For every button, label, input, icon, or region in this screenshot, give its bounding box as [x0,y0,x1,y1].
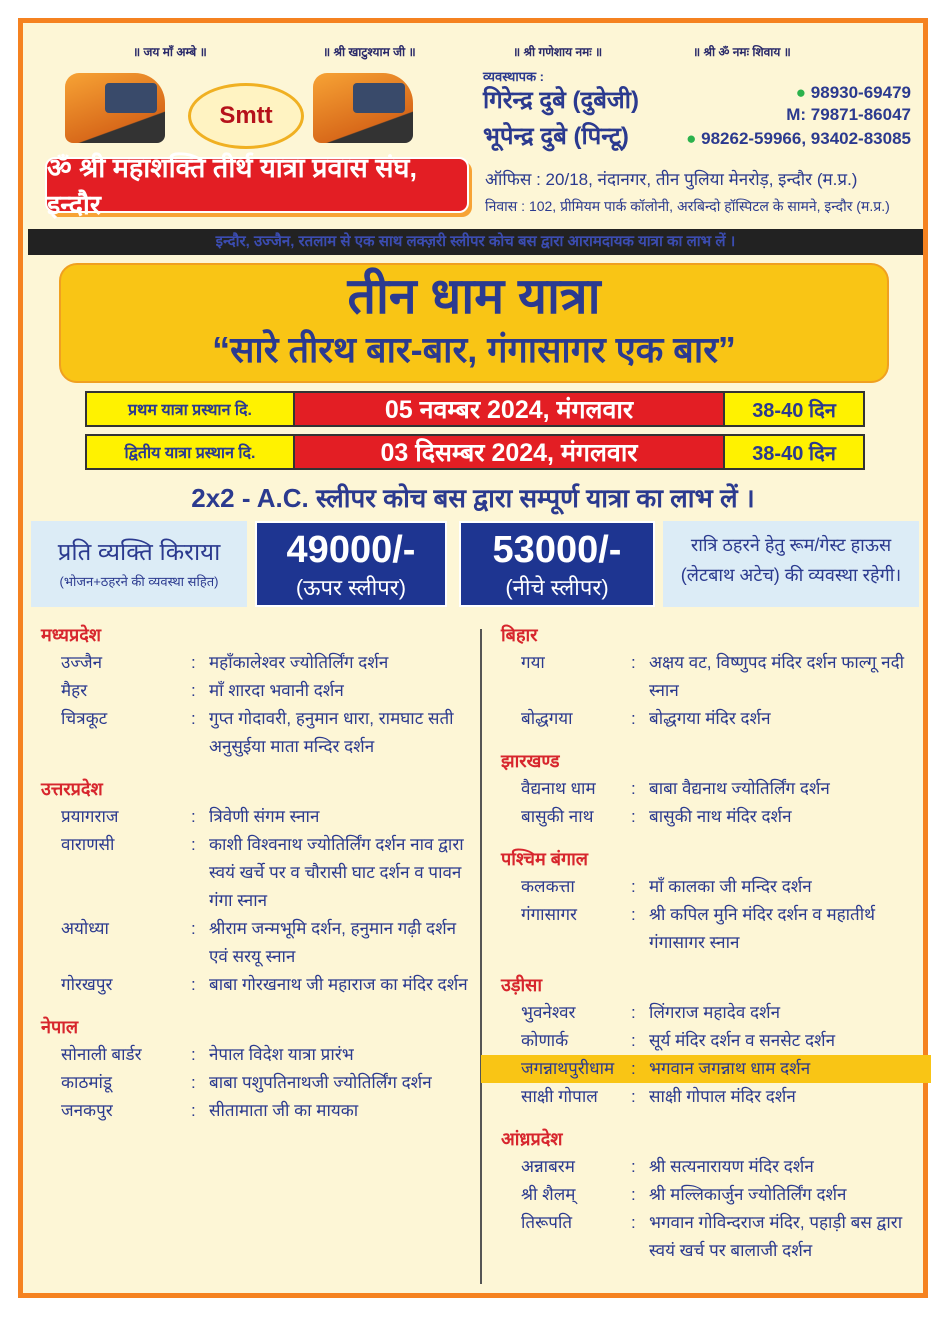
itinerary-row [41,649,473,677]
itinerary-row [41,1041,473,1069]
stay-note-line: रात्रि ठहरने हेतु रूम/गेस्ट हाऊस [690,535,892,555]
attraction: श्री कपिल मुनि मंदिर दर्शन व महातीर्थ गंगासागर स्नान [649,905,875,952]
place: बासुकी नाथ [521,807,594,826]
place: प्रयागराज [61,807,119,826]
duration: 38-40 दिन [723,393,863,425]
attraction: त्रिवेणी संगम स्नान [209,807,320,826]
title-banner [59,263,889,383]
state-heading: उड़ीसा [501,975,542,995]
fare-label: प्रति व्यक्ति किराया [57,539,221,566]
state-heading: बिहार [501,625,538,645]
manager-label: व्यवस्थापक : [483,69,544,84]
state-heading: उत्तरप्रदेश [41,779,103,799]
place: उज्जैन [61,653,103,672]
attraction: गुप्त गोदावरी, हनुमान धारा, रामघाट सती अनुसुईया माता मन्दिर दर्शन [209,709,454,756]
place: अयोध्या [61,919,109,938]
phone: 98930-69479 [810,83,911,102]
attraction: भगवान गोविन्दराज मंदिर, पहाड़ी बस द्वारा स्वयं खर्च पर बालाजी दर्शन [649,1213,903,1260]
manager-name: भूपेन्द्र दुबे (पिन्टू) [483,123,629,150]
colon: : [191,709,196,728]
colon: : [631,1031,636,1050]
upper-sleeper-fare [255,521,447,607]
attraction: भगवान जगन्नाथ धाम दर्शन [649,1059,811,1078]
attraction: सूर्य मंदिर दर्शन व सनसेट दर्शन [649,1031,835,1050]
fare-sub: (भोजन+ठहरने की व्यवस्था सहित) [59,574,219,589]
departure-date: 05 नवम्बर 2024, मंगलवार [295,393,723,425]
invocation: ॥ श्री खाटुश्याम जी ॥ [323,45,416,59]
tagline-strip: इन्दौर, उज्जैन, रतलाम से एक साथ लक्ज़री स्लीपर कोच बस द्वारा आरामदायक यात्रा का लाभ लें । [28,229,923,255]
itinerary-row [501,999,921,1027]
attraction: महाँकालेश्वर ज्योतिर्लिंग दर्शन [209,653,389,672]
attraction: नेपाल विदेश यात्रा प्रारंभ [209,1045,354,1064]
state-heading: नेपाल [41,1017,79,1037]
invocation: ॥ श्री गणेशाय नमः ॥ [513,45,603,59]
column-divider [480,629,482,1284]
attraction: बाबा वैद्यनाथ ज्योतिर्लिंग दर्शन [649,779,830,798]
colon: : [191,919,196,938]
whatsapp-icon: ● [795,83,811,102]
place: मैहर [61,681,88,700]
colon: : [631,877,636,896]
place: कलकत्ता [521,877,575,896]
itinerary-row [41,677,473,705]
departure-label: द्वितीय यात्रा प्रस्थान दि. [87,436,295,468]
subtitle: “सारे तीरथ बार-बार, गंगासागर एक बार” [212,329,736,370]
colon: : [191,1045,196,1064]
place: श्री शैलम् [521,1185,576,1204]
attraction: श्री सत्यनारायण मंदिर दर्शन [649,1157,814,1176]
place: कोणार्क [521,1031,569,1050]
attraction: श्री मल्लिकार्जुन ज्योतिर्लिंग दर्शन [649,1185,847,1204]
price: 53000/- [492,529,622,571]
departure-label: प्रथम यात्रा प्रस्थान दि. [87,393,295,425]
attraction: बासुकी नाथ मंदिर दर्शन [649,807,792,826]
attraction: लिंगराज महादेव दर्शन [649,1003,781,1022]
lower-sleeper-fare [459,521,655,607]
itinerary-row [501,1153,921,1181]
attraction: माँ कालका जी मन्दिर दर्शन [649,877,812,896]
state-heading: आंध्रप्रदेश [501,1129,563,1149]
place: सोनाली बार्डर [61,1045,142,1064]
residence-address: निवास : 102, प्रीमियम पार्क कॉलोनी, अरबिन्दो हॉस्पिटल के सामने, इन्दौर (म.प्र.) [485,198,890,214]
itinerary-row [501,1083,921,1111]
place: जगन्नाथपुरीधाम [521,1059,615,1078]
departure-row [85,434,865,470]
state-heading: झारखण्ड [501,751,560,771]
itinerary-row [41,971,473,999]
colon: : [631,905,636,924]
title: तीन धाम यात्रा [347,268,601,324]
attraction: साक्षी गोपाल मंदिर दर्शन [649,1087,796,1106]
state-heading: मध्यप्रदेश [41,625,102,645]
itinerary-row [41,705,473,761]
itinerary-row [41,1069,473,1097]
place: साक्षी गोपाल [521,1087,598,1106]
itinerary-row [501,1209,921,1265]
itinerary-row [501,705,921,733]
departure-row [85,391,865,427]
place: तिरूपति [521,1213,573,1232]
place: भुवनेश्वर [521,1003,576,1022]
colon: : [631,1003,636,1022]
ac-coach-line: 2x2 - A.C. स्लीपर कोच बस द्वारा सम्पूर्ण यात्रा का लाभ लें । [191,483,755,513]
colon: : [631,1185,636,1204]
berth-type: (नीचे स्लीपर) [505,575,609,600]
itinerary-row [41,803,473,831]
colon: : [631,779,636,798]
itinerary-row [501,901,921,957]
place: गोरखपुर [61,975,113,994]
colon: : [191,835,196,854]
colon: : [191,975,196,994]
office-address: ऑफिस : 20/18, नंदानगर, तीन पुलिया मेनरोड़, इन्दौर (म.प्र.) [485,170,858,189]
place: काठमांडू [61,1073,112,1092]
colon: : [631,1213,636,1232]
colon: : [631,1087,636,1106]
itinerary-row [501,873,921,901]
invocation: ॥ जय माँ अम्बे ॥ [133,45,207,59]
colon: : [191,807,196,826]
attraction: काशी विश्वनाथ ज्योतिर्लिंग दर्शन नाव द्वारा स्वयं खर्चे पर व चौरासी घाट दर्शन व पावन गंगा स्नान [209,835,464,910]
manager-name: गिरेन्द्र दुबे (दुबेजी) [483,87,639,114]
stay-note-line: (लेटबाथ अटेच) की व्यवस्था रहेगी। [680,565,902,585]
itinerary-row [501,803,921,831]
price: 49000/- [286,529,416,571]
berth-type: (ऊपर स्लीपर) [295,575,407,600]
colon: : [191,681,196,700]
itinerary-right [501,617,921,1265]
colon: : [631,807,636,826]
itinerary-row [501,1181,921,1209]
place: जनकपुर [61,1101,113,1120]
attraction: अक्षय वट, विष्णुपद मंदिर दर्शन फाल्गू नदी स्नान [649,653,905,700]
bus-image [65,73,165,143]
place: अन्नाबरम [521,1157,575,1176]
duration: 38-40 दिन [723,436,863,468]
phone: M: 79871-86047 [786,105,911,124]
whatsapp-icon: ● [686,129,702,148]
place: वैद्यनाथ धाम [521,779,596,798]
place: गंगासागर [521,905,577,924]
bus-image [313,73,413,143]
itinerary-row [481,1055,931,1083]
attraction: सीतामाता जी का मायका [209,1101,359,1120]
attraction: बोद्धगया मंदिर दर्शन [649,709,771,728]
itinerary-row [501,775,921,803]
itinerary-row [501,1027,921,1055]
itinerary-left [41,617,473,1125]
colon: : [191,1101,196,1120]
place: बोद्धगया [521,709,573,728]
colon: : [631,709,636,728]
invocation: ॥ श्री ॐ नमः शिवाय ॥ [693,45,791,59]
colon: : [191,653,196,672]
state-heading: पश्चिम बंगाल [501,849,589,869]
phone: 98262-59966, 93402-83085 [701,129,911,148]
attraction: बाबा पशुपतिनाथजी ज्योतिर्लिंग दर्शन [209,1073,432,1092]
colon: : [631,1059,636,1078]
stay-note [663,521,919,607]
smtt-logo: Smtt [188,83,304,149]
colon: : [631,1157,636,1176]
departure-date: 03 दिसम्बर 2024, मंगलवार [295,436,723,468]
colon: : [191,1073,196,1092]
itinerary-row [41,831,473,915]
itinerary-row [41,915,473,971]
attraction: श्रीराम जन्मभूमि दर्शन, हनुमान गढ़ी दर्शन एवं सरयू स्नान [209,919,457,966]
place: वाराणसी [61,835,115,854]
organization-name: ॐ श्री महाशक्ति तीर्थ यात्रा प्रवास संघ, इन्दौर [45,157,469,213]
attraction: बाबा गोरखनाथ जी महाराज का मंदिर दर्शन [209,975,468,994]
attraction: माँ शारदा भवानी दर्शन [209,681,344,700]
place: गया [521,653,545,672]
flyer [18,18,928,1298]
place: चित्रकूट [61,709,108,728]
colon: : [631,653,636,672]
fare-label-box [31,521,247,607]
itinerary-row [501,649,921,705]
itinerary-row [41,1097,473,1125]
